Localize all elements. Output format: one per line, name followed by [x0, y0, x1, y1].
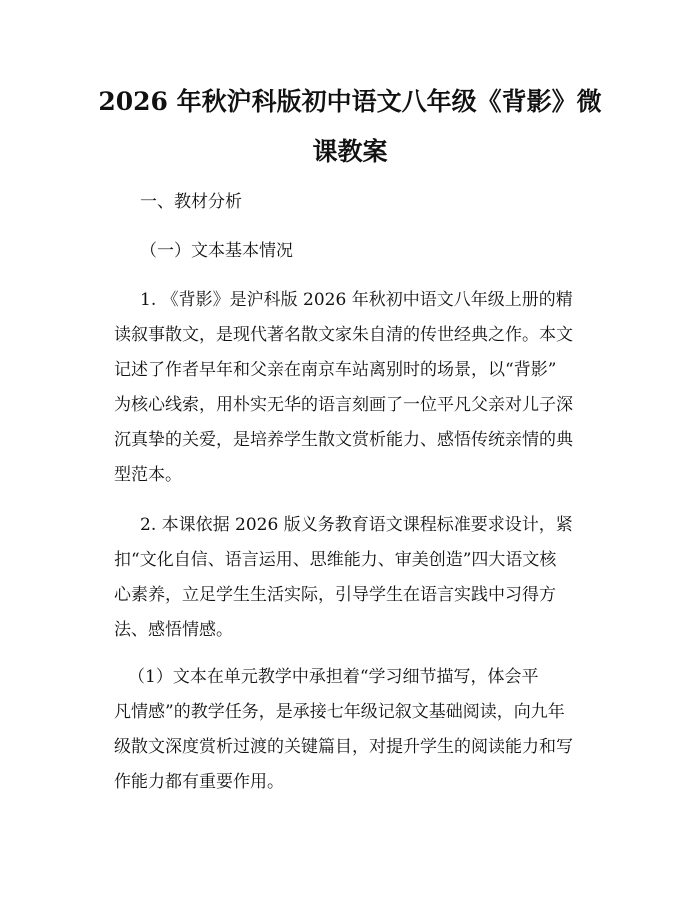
paragraph-1-line: 记述了作者早年和父亲在南京车站离别时的场景，以“背影” — [114, 360, 557, 380]
subsection-heading: （一）文本基本情况 — [140, 241, 293, 261]
document-title-continued: 课教案 — [312, 137, 388, 166]
paragraph-3-line: 凡情感”的教学任务，是承接七年级记叙文基础阅读，向九年 — [114, 702, 565, 722]
paragraph-2-line: 法、感悟情感。 — [114, 620, 233, 640]
paragraph-1-line: 沉真挚的关爱，是培养学生散文赏析能力、感悟传统亲情的典 — [114, 430, 573, 450]
paragraph-3-line: 作能力都有重要作用。 — [114, 772, 284, 792]
paragraph-2-line: 扣“文化自信、语言运用、思维能力、审美创造”四大语文核 — [114, 550, 557, 570]
document-title: 2026 年秋沪科版初中语文八年级《背影》微 — [98, 87, 602, 116]
paragraph-1-line: 为核心线索，用朴实无华的语言刻画了一位平凡父亲对儿子深 — [114, 395, 573, 415]
paragraph-1-line: 读叙事散文，是现代著名散文家朱自清的传世经典之作。本文 — [114, 325, 573, 345]
paragraph-1-line: 型范本。 — [114, 465, 182, 485]
paragraph-2-line: 心素养，立足学生生活实际，引导学生在语言实践中习得方 — [114, 585, 556, 605]
section-heading: 一、教材分析 — [140, 192, 242, 212]
paragraph-3-line: （1）文本在单元教学中承担着“学习细节描写，体会平 — [128, 667, 539, 687]
paragraph-2-line: 2. 本课依据 2026 版义务教育语文课程标准要求设计，紧 — [140, 515, 573, 535]
paragraph-3-line: 级散文深度赏析过渡的关键篇目，对提升学生的阅读能力和写 — [114, 737, 573, 757]
paragraph-1-line: 1. 《背影》是沪科版 2026 年秋初中语文八年级上册的精 — [140, 290, 573, 310]
